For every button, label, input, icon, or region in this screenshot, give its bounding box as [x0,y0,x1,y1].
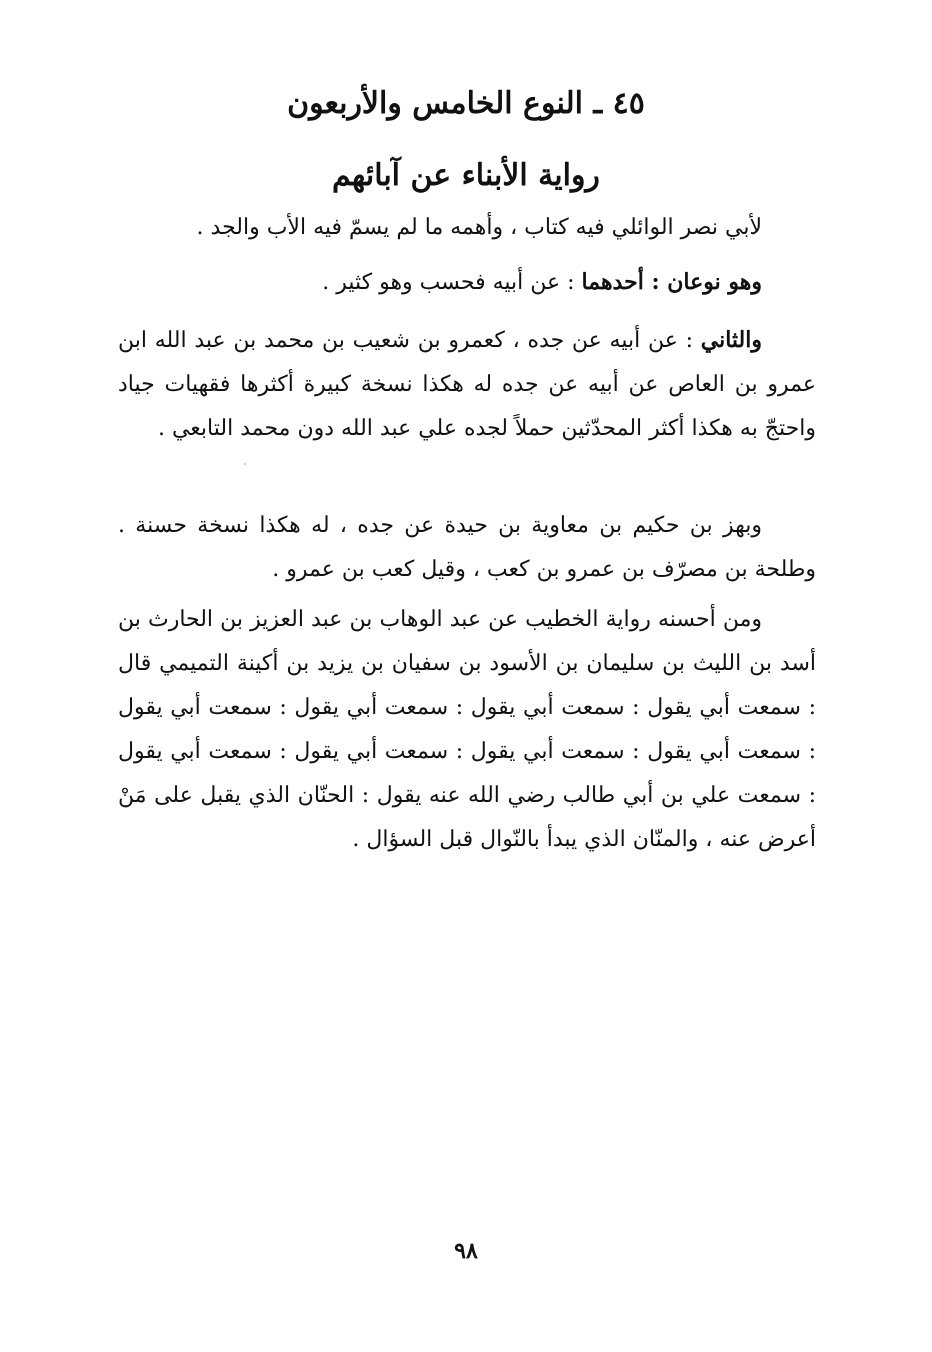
paragraph-4: وبهز بن حكيم بن معاوية بن حيدة عن جده ، له هكذا نسخة حسنة . وطلحة بن مصرّف بن عمرو بن كعب ، وقيل كعب بن عمرو . [118,513,816,582]
paragraph-2 [118,260,816,305]
paragraph-3-term: والثاني [700,327,762,353]
scan-speck [244,463,246,465]
page-number: ٩٨ [454,1238,478,1264]
paragraph-3-rest: : عن أبيه عن جده ، كعمرو بن شعيب بن محمد بن عبد الله ابن عمرو بن العاص عن أبيه عن جده له هكذا نسخة كبيرة أكثرها فقهيات جياد واحتجّ به هكذا أكثر المحدّثين حملاً لجده علي عبد الله دون محمد التابعي . [118,328,816,441]
paragraph-2-rest: : عن أبيه فحسب وهو كثير . [322,270,582,295]
paragraph-1: لأبي نصر الوائلي فيه كتاب ، وأهمه ما لم يسمّ فيه الأب والجد . [196,215,762,240]
paragraph-2-lead: وهو نوعان : [643,269,762,295]
paragraph-5: ومن أحسنه رواية الخطيب عن عبد الوهاب بن عبد العزيز بن الحارث بن أسد بن الليث بن سليمان بن الأسود بن سفيان بن يزيد بن أكينة التميمي قال : سمعت أبي يقول : سمعت أبي يقول : سمعت أبي يقول : سمعت أبي يقول : سمعت أبي يقول : سمعت أبي يقول : سمعت أبي يقول : سمعت أبي يقول : سمعت علي بن أبي طالب رضي الله عنه يقول : الحنّان الذي يقبل على مَنْ أعرض عنه ، والمنّان الذي يبدأ بالنّوال قبل السؤال . [118,607,816,852]
chapter-title: ٤٥ ـ النوع الخامس والأربعون [287,86,645,121]
paragraph-2-term: أحدهما [581,269,644,295]
paragraph-3 [118,318,816,451]
chapter-subtitle: رواية الأبناء عن آبائهم [332,158,600,193]
